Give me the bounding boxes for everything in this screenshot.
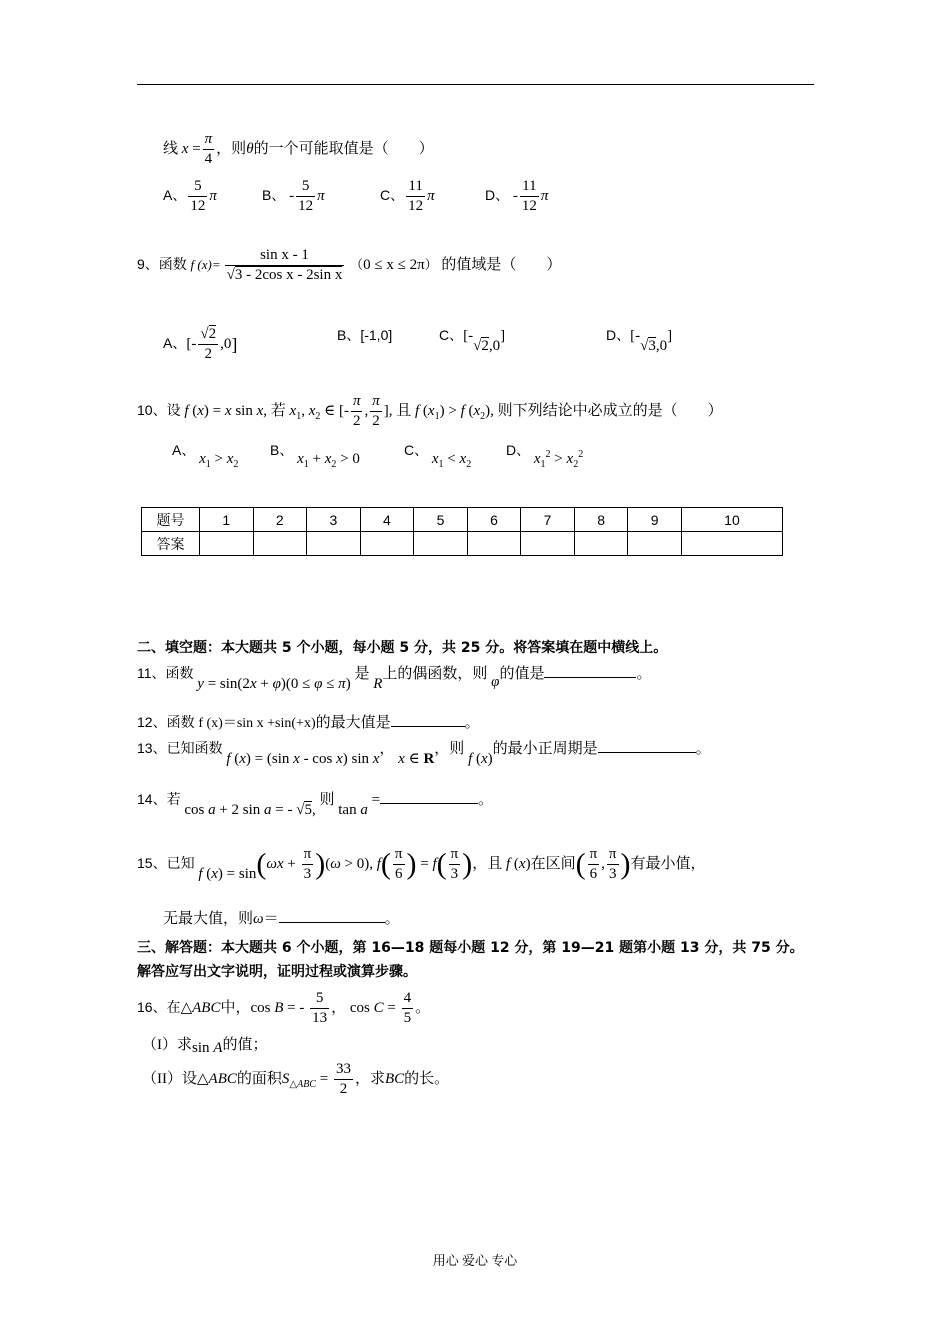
q15-line2: 无最大值，则ω＝ 。 xyxy=(163,907,400,928)
table-row xyxy=(142,508,783,532)
q10-option-a: A、 $x_1 > x_2$ xyxy=(172,442,239,470)
section2-heading: 二、填空题：本大题共 5 个小题，每小题 5 分，共 25 分。将答案填在题中横线上。 xyxy=(137,640,668,656)
table-cell: 5 xyxy=(414,508,468,532)
table-cell: 1 xyxy=(200,508,254,532)
q11-answer-blank[interactable] xyxy=(544,663,636,678)
answer-cell-8[interactable] xyxy=(574,532,628,556)
q8-option-d: D、 - $\frac{11}{12}$ π xyxy=(485,178,549,214)
q8-mid: ，则 xyxy=(216,140,247,157)
q8-stem: 线 x = $\frac{\pi}{4}$ ，则θ的一个可能取值是（ ） xyxy=(163,131,434,167)
q8-prefix: 线 xyxy=(163,140,179,157)
q16-part1: （I）求sin A的值； xyxy=(142,1037,268,1056)
section3-instructions: 解答应写出文字说明，证明过程或演算步骤。 xyxy=(137,964,417,980)
q8-option-a: A、 $\frac{5}{12}$ π xyxy=(163,178,217,214)
answer-cell-3[interactable] xyxy=(307,532,361,556)
answer-cell-7[interactable] xyxy=(521,532,575,556)
answer-cell-2[interactable] xyxy=(253,532,307,556)
table-cell: 8 xyxy=(574,508,628,532)
header-rule xyxy=(137,84,814,85)
q9-stem: 9、函数 f (x)= $\frac{\text{sin x - 1}}{\text{√3 - 2cos x - 2sin x}}$ （0 ≤ x ≤ 2π） 的值域是（ ） xyxy=(137,247,562,283)
answer-cell-10[interactable] xyxy=(681,532,782,556)
table-cell: 6 xyxy=(467,508,521,532)
q13: 13、已知函数 f (x) = (sin x - cos x) sin x， x ∈ R，则 f (x)的最小正周期是 。 xyxy=(137,740,711,767)
q15-answer-blank[interactable] xyxy=(279,908,385,923)
q9-option-a: A、[- $\frac{√2}{2}$ ,0] xyxy=(163,326,238,362)
q9-option-c: C、[-√2,0] xyxy=(439,327,506,354)
table-row xyxy=(142,532,783,556)
q13-answer-blank[interactable] xyxy=(598,738,696,753)
table-header-cell: 题号 xyxy=(142,508,200,532)
table-cell: 3 xyxy=(307,508,361,532)
answer-cell-1[interactable] xyxy=(200,532,254,556)
answer-table xyxy=(141,507,783,556)
q10-option-d: D、 $x_1^2 > x_2^2$ xyxy=(506,442,584,470)
q9-tail: 的值域是（ ） xyxy=(441,256,562,273)
q16-part2: （II）设△ABC的面积$S_{\triangle ABC}$ = $\frac{33}{2}$ ，求BC的长。 xyxy=(142,1061,450,1097)
q9-option-b: B、[-1,0] xyxy=(337,327,393,343)
table-cell: 2 xyxy=(253,508,307,532)
q15: 15、已知 f (x) = sin(ωx + $\frac{\pi}{3}$ )(ω > 0), f( $\frac{\pi}{6}$ ) = f( $\frac{\pi}{3}$ )，且 f (x)在区间( $\frac{\pi}{6}$ , $\frac{\pi}{3}$ )有最小值， xyxy=(137,846,706,882)
q10-option-c: C、 $x_1 < x_2$ xyxy=(404,442,472,470)
page-footer: 用心 爱心 专心 xyxy=(432,1253,518,1268)
q8-suffix: 的一个可能取值是（ ） xyxy=(253,140,434,157)
answer-cell-9[interactable] xyxy=(628,532,682,556)
answer-cell-5[interactable] xyxy=(414,532,468,556)
section3-heading: 三、解答题：本大题共 6 个小题，第 16—18 题每小题 12 分，第 19—21 题第小题 13 分，共 75 分。 xyxy=(137,940,804,956)
q9-option-d: D、[-√3,0] xyxy=(606,327,673,354)
answer-cell-6[interactable] xyxy=(467,532,521,556)
q10-option-b: B、 $x_1 + x_2 > 0$ xyxy=(270,442,360,470)
q10-stem: 10、设 f (x) = x sin x, 若 $x_1$, $x_2$ ∈ [- $\frac{\pi}{2}$ , $\frac{\pi}{2}$ ], 且 f $(x_1) > f$ $(x_2)$, 则下列结论中必成立的是（ ） xyxy=(137,393,723,429)
q16-stem: 16、在△ABC中，cos B = - $\frac{5}{13}$ ， cos C = $\frac{4}{5}$ 。 xyxy=(137,990,431,1026)
table-cell: 10 xyxy=(681,508,782,532)
table-cell: 9 xyxy=(628,508,682,532)
table-cell: 4 xyxy=(360,508,414,532)
table-header-cell: 答案 xyxy=(142,532,200,556)
q8-option-b: B、 - $\frac{5}{12}$ π xyxy=(262,178,325,214)
q14-answer-blank[interactable] xyxy=(380,789,478,804)
q14: 14、若 cos a + 2 sin a = - √5, 则 tan a = 。 xyxy=(137,791,494,818)
table-cell: 7 xyxy=(521,508,575,532)
q12: 12、函数 f (x)＝sin x +sin(+x)的最大值是 。 xyxy=(137,714,480,731)
answer-cell-4[interactable] xyxy=(360,532,414,556)
q8-option-c: C、 $\frac{11}{12}$ π xyxy=(380,178,435,214)
q12-answer-blank[interactable] xyxy=(391,712,465,727)
q11: 11、函数 y = sin(2x + φ)(0 ≤ φ ≤ π) 是 R上的偶函数，则 φ的值是 。 xyxy=(137,665,652,692)
